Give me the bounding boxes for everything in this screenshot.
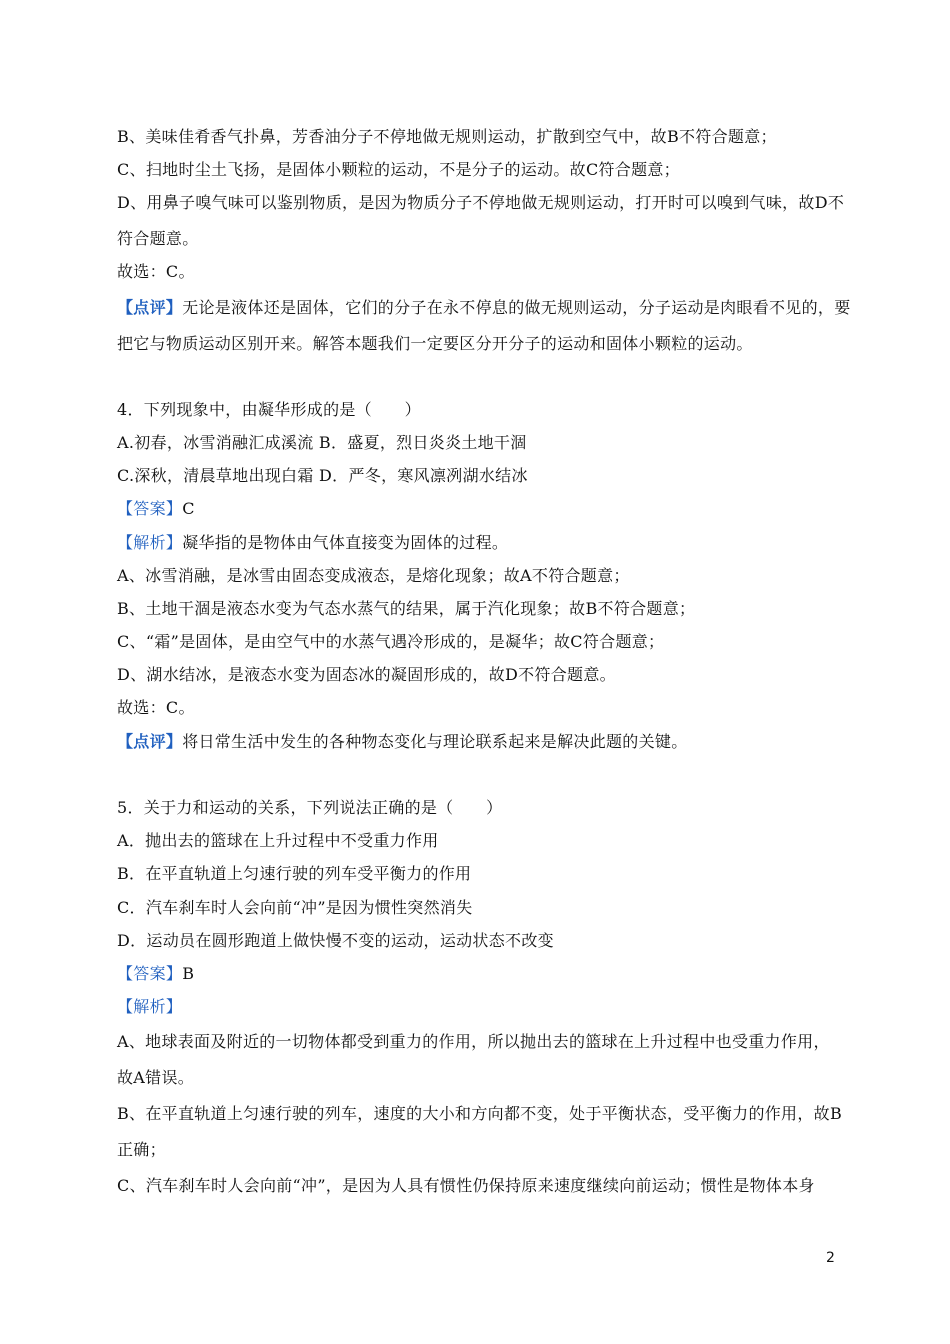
- review-text: 将日常生活中发生的各种物态变化与理论联系起来是解决此题的关键。: [182, 732, 688, 751]
- text-line: A、冰雪消融，是冰雪由固态变成液态，是熔化现象；故A不符合题意；: [117, 566, 630, 585]
- question-4-options-cd: C.深秋，清晨草地出现白霜 D．严冬，寒风凛冽湖水结冰: [117, 466, 528, 485]
- review-line: [117, 731, 860, 753]
- text-line: C、汽车刹车时人会向前“冲”，是因为人具有惯性仍保持原来速度继续向前运动；惯性是物体本身: [117, 1176, 815, 1195]
- question-5-option-d: D．运动员在圆形跑道上做快慢不变的运动，运动状态不改变: [117, 931, 554, 950]
- question-5-option-a: A．抛出去的篮球在上升过程中不受重力作用: [117, 831, 439, 850]
- text-line: D、湖水结冰，是液态水变为固态冰的凝固形成的，故D不符合题意。: [117, 665, 616, 684]
- question-4-explanation: [117, 532, 860, 554]
- answer-tag: 【答案】: [117, 499, 183, 518]
- answer-value: C: [182, 499, 195, 518]
- question-5-title: 5．关于力和运动的关系，下列说法正确的是（ ）: [117, 798, 503, 817]
- text-line: 故选：C。: [117, 262, 195, 281]
- question-4-options-ab: A.初春，冰雪消融汇成溪流 B．盛夏，烈日炎炎土地干涸: [117, 433, 527, 452]
- text-line: D、用鼻子嗅气味可以鉴别物质，是因为物质分子不停地做无规则运动，打开时可以嗅到气味，故D不: [117, 193, 845, 212]
- question-4-title: 4．下列现象中，由凝华形成的是（ ）: [117, 400, 421, 419]
- review-line: [117, 297, 860, 319]
- text-line: 故选：C。: [117, 698, 195, 717]
- text-line: 把它与物质运动区别开来。解答本题我们一定要区分开分子的运动和固体小颗粒的运动。: [117, 334, 753, 353]
- question-5-answer: [117, 963, 860, 985]
- text-line: C、扫地时尘土飞扬，是固体小颗粒的运动，不是分子的运动。故C符合题意；: [117, 160, 680, 179]
- text-line: 正确；: [117, 1140, 166, 1159]
- question-5-option-c: C．汽车刹车时人会向前“冲”是因为惯性突然消失: [117, 898, 473, 917]
- text-line: B、土地干涸是液态水变为气态水蒸气的结果，属于汽化现象；故B不符合题意；: [117, 599, 696, 618]
- text-line: B、美味佳肴香气扑鼻，芳香油分子不停地做无规则运动，扩散到空气中，故B不符合题意；: [117, 127, 777, 146]
- text-line: A、地球表面及附近的一切物体都受到重力的作用，所以抛出去的篮球在上升过程中也受重力作用，: [117, 1032, 830, 1051]
- review-text: 无论是液体还是固体，它们的分子在永不停息的做无规则运动，分子运动是肉眼看不见的，要: [182, 298, 851, 317]
- text-line: B、在平直轨道上匀速行驶的列车，速度的大小和方向都不变，处于平衡状态，受平衡力的作用，故B: [117, 1104, 843, 1123]
- text-line: C、“霜”是固体，是由空气中的水蒸气遇冷形成的，是凝华；故C符合题意；: [117, 632, 665, 651]
- text-line: 符合题意。: [117, 229, 199, 248]
- question-5-explanation: [117, 996, 860, 1018]
- page-number: 2: [826, 1250, 835, 1266]
- answer-value: B: [182, 964, 195, 983]
- text-line: 故A错误。: [117, 1068, 195, 1087]
- review-tag: 【点评】: [117, 732, 183, 751]
- question-5-option-b: B．在平直轨道上匀速行驶的列车受平衡力的作用: [117, 864, 472, 883]
- question-4-answer: [117, 498, 860, 520]
- explanation-tag: 【解析】: [117, 533, 183, 552]
- explanation-text: 凝华指的是物体由气体直接变为固体的过程。: [182, 533, 509, 552]
- answer-tag: 【答案】: [117, 964, 183, 983]
- explanation-tag: 【解析】: [117, 997, 183, 1016]
- review-tag: 【点评】: [117, 298, 183, 317]
